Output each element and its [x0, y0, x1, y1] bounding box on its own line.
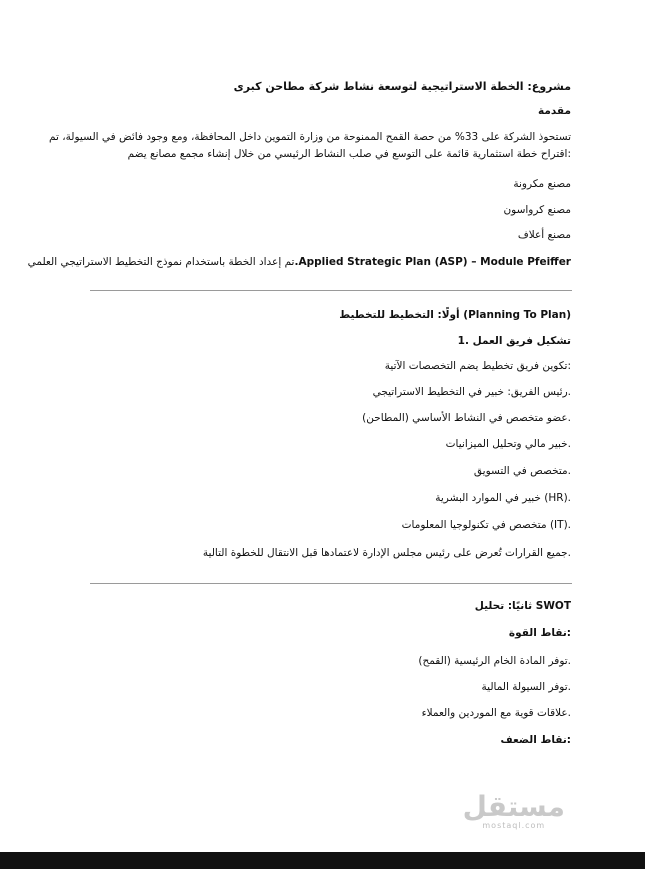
team-intro: :تكوين فريق تخطيط يضم التخصصات الآتية — [384, 360, 571, 372]
team-member-item: .عضو متخصص في النشاط الأساسي (المطاحن) — [362, 412, 571, 424]
team-member-item: .رئيس الفريق: خبير في التخطيط الاستراتيجي — [372, 386, 571, 398]
footer-bar — [0, 852, 645, 869]
intro-line-1: تستحوذ الشركة على 33% من حصة القمح الممنوحة من وزارة التموين داخل المحافظة، ومع وجود فائض في السيولة، تم — [49, 131, 571, 143]
team-note: .جميع القرارات تُعرض على رئيس مجلس الإدارة لاعتمادها قبل الانتقال للخطوة التالية — [202, 547, 571, 559]
mostaql-watermark — [462, 790, 565, 830]
watermark-logo: مستقل — [462, 790, 565, 823]
strengths-heading: :نقاط القوة — [508, 627, 571, 639]
document-title: مشروع: الخطة الاستراتيجية لتوسعة نشاط شركة مطاحن كبرى — [233, 80, 571, 93]
team-member-item: .متخصص في التسويق — [473, 465, 571, 477]
section1-heading: (Planning To Plan) أولًا: التخطيط للتخطيط — [339, 309, 571, 321]
plan-method-line — [27, 255, 571, 269]
strength-item: .علاقات قوية مع الموردين والعملاء — [421, 707, 571, 719]
intro-line-2: :اقتراح خطة استثمارية قائمة على التوسع في صلب النشاط الرئيسي من خلال إنشاء مجمع مصانع يضم — [127, 148, 571, 160]
team-member-item: .(HR) خبير في الموارد البشرية — [435, 492, 571, 504]
factory-item: مصنع أعلاف — [517, 229, 571, 241]
factory-item: مصنع مكرونة — [513, 178, 571, 190]
factory-item: مصنع كرواسون — [503, 204, 571, 216]
plan-method-en: Applied Strategic Plan (ASP) – Module Pfeiffer. — [294, 256, 571, 268]
watermark-subtext: mostaql.com — [482, 821, 546, 830]
weaknesses-heading: :نقاط الضعف — [500, 734, 571, 746]
section-divider — [90, 290, 572, 291]
plan-method-ar: تم إعداد الخطة باستخدام نموذج التخطيط الاستراتيجي العلمي — [27, 256, 295, 268]
section2-heading: SWOT ثانيًا: تحليل — [474, 600, 571, 612]
section-divider — [90, 583, 572, 584]
team-heading: تشكيل فريق العمل .1 — [457, 335, 571, 347]
team-member-item: .خبير مالي وتحليل الميزانيات — [445, 438, 571, 450]
intro-heading: مقدمة — [538, 105, 571, 117]
team-member-item: .(IT) متخصص في تكنولوجيا المعلومات — [401, 519, 571, 531]
strength-item: .توفر المادة الخام الرئيسية (القمح) — [418, 655, 571, 667]
strength-item: .توفر السيولة المالية — [481, 681, 571, 693]
